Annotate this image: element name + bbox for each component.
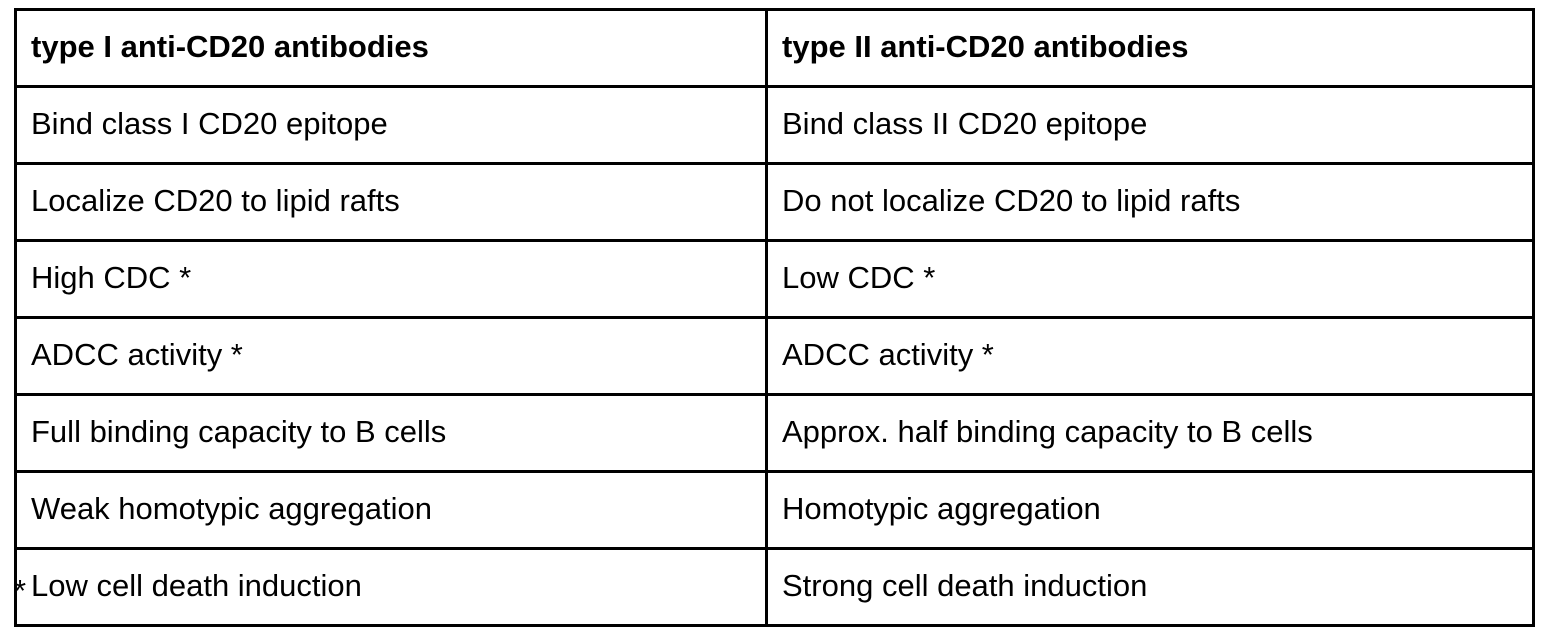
table-cell: ADCC activity * xyxy=(767,318,1534,395)
table-cell: Low cell death induction xyxy=(16,549,767,626)
table-cell: Approx. half binding capacity to B cells xyxy=(767,395,1534,472)
table-header-cell-type-i: type I anti-CD20 antibodies xyxy=(16,10,767,87)
table-row xyxy=(16,549,1534,626)
table-row xyxy=(16,472,1534,549)
table-cell: Homotypic aggregation xyxy=(767,472,1534,549)
table-cell: Strong cell death induction xyxy=(767,549,1534,626)
table-cell: Do not localize CD20 to lipid rafts xyxy=(767,164,1534,241)
table-row xyxy=(16,241,1534,318)
table-cell: Bind class II CD20 epitope xyxy=(767,87,1534,164)
table-header-row xyxy=(16,10,1534,87)
table-footnote: * xyxy=(14,573,27,608)
table-cell: High CDC * xyxy=(16,241,767,318)
table-cell: Weak homotypic aggregation xyxy=(16,472,767,549)
table-cell: Full binding capacity to B cells xyxy=(16,395,767,472)
table-header-cell-type-ii: type II anti-CD20 antibodies xyxy=(767,10,1534,87)
table-row xyxy=(16,164,1534,241)
table-cell: ADCC activity * xyxy=(16,318,767,395)
table-cell: Low CDC * xyxy=(767,241,1534,318)
comparison-table xyxy=(14,8,1535,627)
table-cell: Bind class I CD20 epitope xyxy=(16,87,767,164)
table-row xyxy=(16,318,1534,395)
table-row xyxy=(16,87,1534,164)
table-row xyxy=(16,395,1534,472)
table-cell: Localize CD20 to lipid rafts xyxy=(16,164,767,241)
